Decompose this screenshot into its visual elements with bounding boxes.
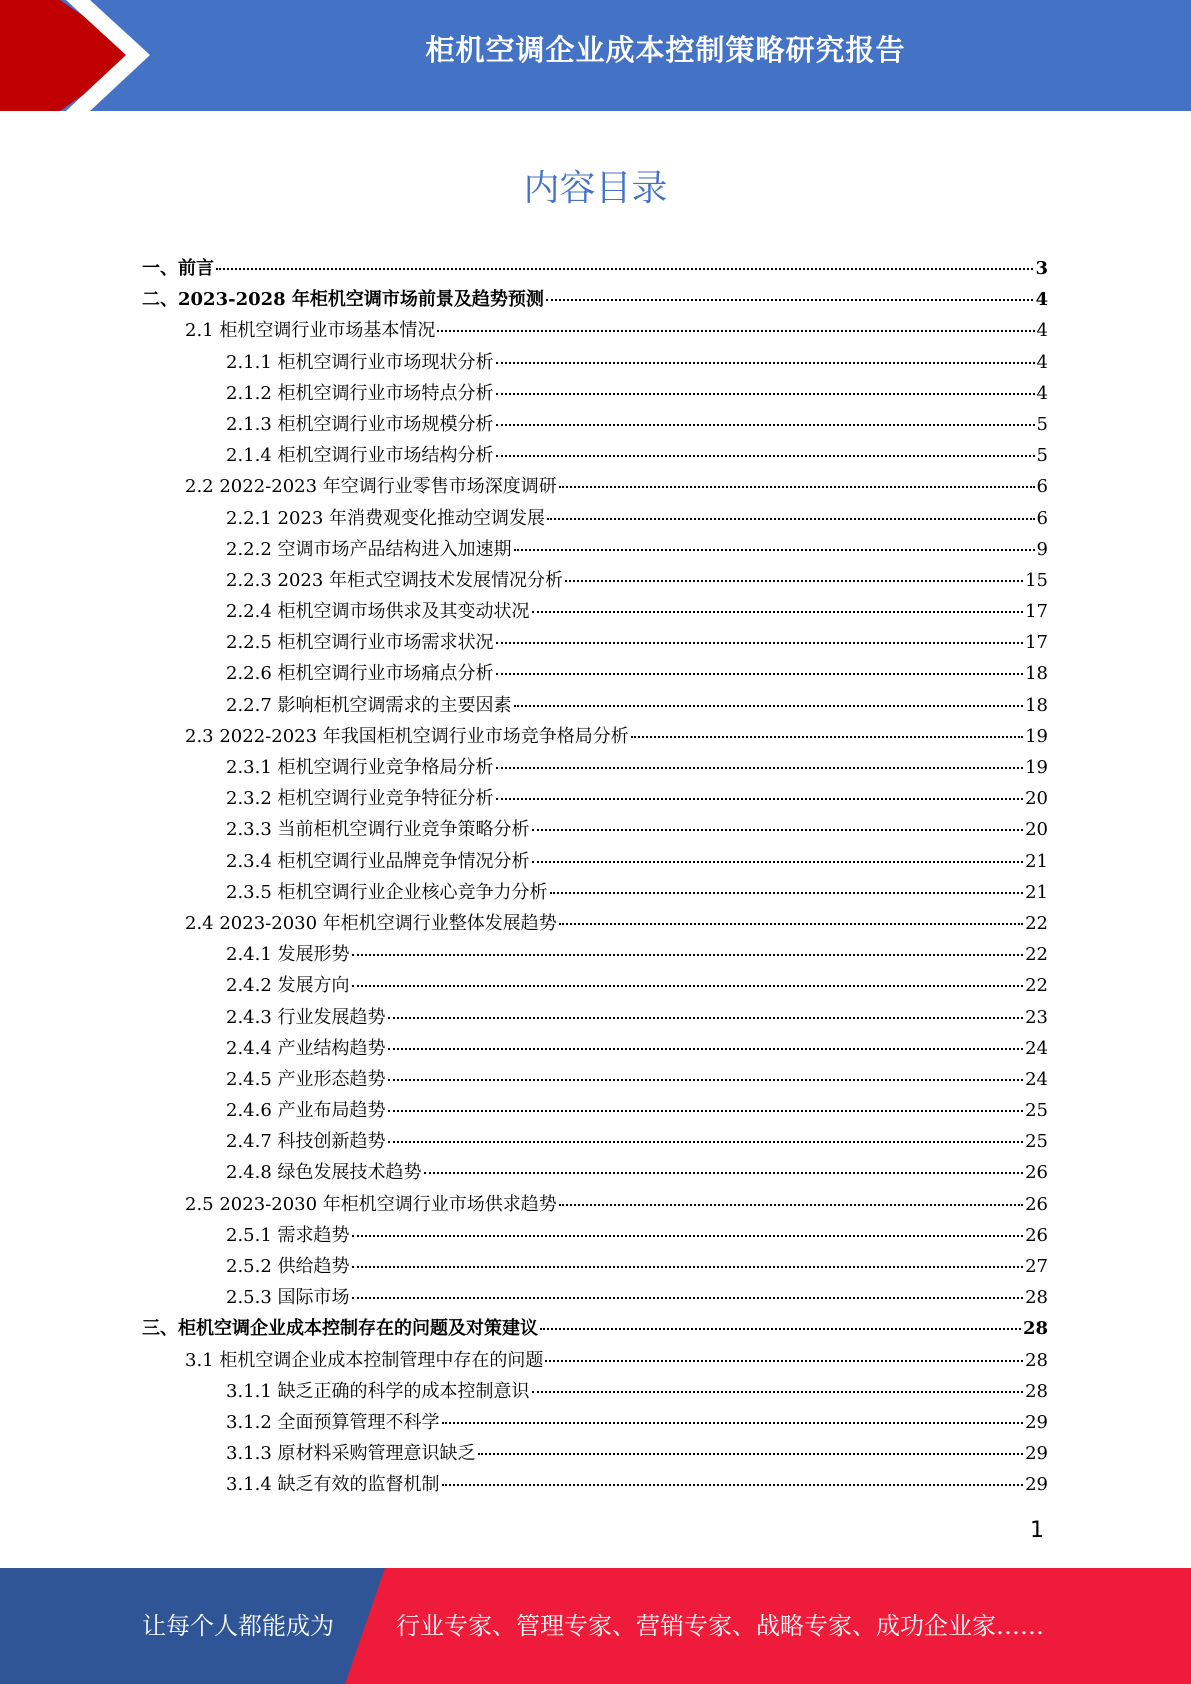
toc-dot-leader (514, 705, 1024, 707)
toc-entry[interactable] (142, 566, 1048, 597)
toc-entry-page: 28 (1025, 1380, 1048, 1402)
toc-entry-page: 20 (1025, 819, 1048, 841)
toc-entry[interactable] (142, 659, 1048, 690)
toc-entry[interactable] (142, 847, 1048, 878)
toc-dot-leader (532, 861, 1024, 863)
toc-dot-leader (437, 330, 1034, 332)
page-number: 1 (1030, 1518, 1044, 1543)
toc-dot-leader (546, 299, 1034, 301)
toc-entry-page: 22 (1025, 912, 1048, 934)
toc-entry-page: 4 (1036, 382, 1048, 404)
toc-entry[interactable] (142, 472, 1048, 503)
toc-entry-title: 2.3.1 柜机空调行业竞争格局分析 (226, 757, 494, 778)
toc-entry-page: 19 (1025, 757, 1048, 778)
toc-entry[interactable] (142, 1034, 1048, 1065)
toc-entry-title: 2.3.3 当前柜机空调行业竞争策略分析 (226, 819, 530, 841)
toc-entry-title: 二、2023-2028 年柜机空调市场前景及趋势预测 (142, 289, 544, 311)
footer-slogan-right: 行业专家、管理专家、营销专家、战略专家、成功企业家…… (396, 1612, 1044, 1640)
toc-entry[interactable] (142, 1470, 1048, 1501)
toc-dot-leader (424, 1172, 1024, 1174)
toc-dot-leader (388, 1141, 1024, 1143)
toc-entry[interactable] (142, 1127, 1048, 1158)
toc-dot-leader (388, 1079, 1024, 1081)
toc-entry[interactable] (142, 254, 1048, 285)
toc-entry-title: 2.5 2023-2030 年柜机空调行业市场供求趋势 (185, 1193, 557, 1215)
toc-entry-title: 2.1 柜机空调行业市场基本情况 (185, 320, 436, 342)
toc-entry-page: 5 (1036, 413, 1048, 435)
toc-dot-leader (496, 455, 1035, 457)
toc-entry-page: 29 (1025, 1443, 1048, 1465)
toc-heading: 内容目录 (523, 168, 668, 209)
toc-entry-title: 2.2 2022-2023 年空调行业零售市场深度调研 (185, 476, 557, 498)
toc-entry-page: 25 (1025, 1100, 1048, 1122)
toc-entry[interactable] (142, 753, 1048, 784)
toc-entry[interactable] (142, 1003, 1048, 1034)
toc-entry[interactable] (142, 348, 1048, 379)
toc-entry[interactable] (142, 878, 1048, 909)
toc-entry[interactable] (142, 1190, 1048, 1221)
toc-dot-leader (559, 1204, 1023, 1206)
toc-entry-title: 2.3.2 柜机空调行业竞争特征分析 (226, 788, 494, 810)
toc-entry[interactable] (142, 940, 1048, 971)
toc-entry[interactable] (142, 535, 1048, 566)
toc-entry-page: 6 (1036, 507, 1048, 529)
toc-entry-page: 18 (1025, 663, 1048, 685)
toc-entry-page: 24 (1025, 1037, 1048, 1059)
toc-dot-leader (559, 486, 1035, 488)
toc-entry-page: 26 (1025, 1224, 1048, 1246)
toc-entry-title: 2.1.2 柜机空调行业市场特点分析 (226, 382, 494, 404)
toc-entry[interactable] (142, 1346, 1048, 1377)
toc-dot-leader (496, 362, 1035, 364)
toc-entry-title: 2.5.3 国际市场 (226, 1287, 350, 1309)
toc-dot-leader (388, 1017, 1024, 1019)
toc-dot-leader (532, 1391, 1024, 1393)
toc-entry[interactable] (142, 722, 1048, 753)
toc-dot-leader (352, 1235, 1024, 1237)
toc-entry-title: 3.1.2 全面预算管理不科学 (226, 1411, 440, 1433)
toc-dot-leader (352, 1297, 1024, 1299)
toc-dot-leader (216, 268, 1033, 270)
toc-entry-title: 3.1.4 缺乏有效的监督机制 (226, 1474, 440, 1496)
table-of-contents (142, 254, 1048, 1502)
toc-entry-title: 2.3.5 柜机空调行业企业核心竞争力分析 (226, 881, 548, 903)
toc-entry[interactable] (142, 1252, 1048, 1283)
toc-dot-leader (496, 673, 1024, 675)
toc-entry-title: 2.5.1 需求趋势 (226, 1224, 350, 1246)
toc-dot-leader (352, 1266, 1024, 1268)
toc-entry-title: 3.1.3 原材料采购管理意识缺乏 (226, 1443, 476, 1465)
toc-entry-title: 2.2.2 空调市场产品结构进入加速期 (226, 538, 512, 560)
toc-dot-leader (559, 923, 1023, 925)
footer-banner (0, 1568, 1191, 1684)
toc-dot-leader (550, 892, 1024, 894)
toc-entry-page: 17 (1025, 632, 1048, 654)
toc-entry[interactable] (142, 316, 1048, 347)
toc-entry[interactable] (142, 1408, 1048, 1439)
toc-entry-page: 29 (1025, 1411, 1048, 1433)
toc-entry-page: 22 (1025, 975, 1048, 997)
toc-dot-leader (496, 767, 1024, 769)
toc-entry-title: 2.3 2022-2023 年我国柜机空调行业市场竞争格局分析 (185, 725, 629, 747)
toc-entry-title: 2.1.1 柜机空调行业市场现状分析 (226, 351, 494, 373)
toc-entry-title: 三、柜机空调企业成本控制存在的问题及对策建议 (142, 1318, 538, 1340)
toc-entry[interactable] (142, 815, 1048, 846)
toc-dot-leader (352, 985, 1024, 987)
toc-entry-page: 4 (1035, 289, 1048, 311)
toc-entry-page: 6 (1036, 476, 1048, 498)
toc-entry-title: 2.4.6 产业布局趋势 (226, 1100, 386, 1122)
toc-entry-title: 2.3.4 柜机空调行业品牌竞争情况分析 (226, 850, 530, 872)
toc-entry[interactable] (142, 691, 1048, 722)
toc-dot-leader (547, 518, 1034, 520)
toc-entry[interactable] (142, 1096, 1048, 1127)
toc-dot-leader (442, 1422, 1024, 1424)
toc-dot-leader (388, 1110, 1024, 1112)
toc-entry-title: 2.4.7 科技创新趋势 (226, 1131, 386, 1153)
toc-entry-title: 2.4.4 产业结构趋势 (226, 1037, 386, 1059)
toc-dot-leader (352, 954, 1024, 956)
toc-dot-leader (442, 1484, 1024, 1486)
toc-entry-page: 22 (1025, 944, 1048, 966)
toc-entry-title: 2.4.3 行业发展趋势 (226, 1006, 386, 1028)
toc-entry[interactable] (142, 441, 1048, 472)
toc-entry-title: 2.4.2 发展方向 (226, 975, 350, 997)
toc-entry-page: 21 (1025, 850, 1048, 872)
toc-entry-page: 21 (1025, 881, 1048, 903)
header-red-chevron (0, 0, 140, 111)
toc-dot-leader (496, 798, 1024, 800)
toc-entry-title: 2.4.8 绿色发展技术趋势 (226, 1162, 422, 1184)
toc-entry-title: 2.1.3 柜机空调行业市场规模分析 (226, 413, 494, 435)
toc-entry[interactable] (142, 1377, 1048, 1408)
toc-dot-leader (631, 736, 1023, 738)
toc-entry[interactable] (142, 1158, 1048, 1189)
toc-entry-page: 29 (1025, 1474, 1048, 1496)
toc-dot-leader (388, 1048, 1024, 1050)
toc-dot-leader (478, 1453, 1024, 1455)
toc-entry[interactable] (142, 597, 1048, 628)
toc-entry[interactable] (142, 379, 1048, 410)
toc-entry-title: 3.1 柜机空调企业成本控制管理中存在的问题 (185, 1349, 544, 1371)
toc-entry[interactable] (142, 410, 1048, 441)
toc-entry-title: 一、前言 (142, 258, 214, 279)
toc-dot-leader (565, 580, 1023, 582)
toc-entry[interactable] (142, 784, 1048, 815)
toc-entry-title: 2.2.1 2023 年消费观变化推动空调发展 (226, 507, 546, 529)
toc-entry-title: 2.2.7 影响柜机空调需求的主要因素 (226, 694, 512, 716)
toc-dot-leader (532, 829, 1024, 831)
toc-entry[interactable] (142, 504, 1048, 535)
toc-entry-page: 20 (1025, 788, 1048, 810)
toc-entry-title: 2.4.5 产业形态趋势 (226, 1068, 386, 1090)
toc-dot-leader (532, 611, 1024, 613)
toc-entry-page: 19 (1025, 725, 1048, 747)
toc-dot-leader (496, 642, 1024, 644)
toc-entry-page: 28 (1025, 1287, 1048, 1309)
toc-entry[interactable] (142, 1065, 1048, 1096)
toc-entry-page: 28 (1025, 1349, 1048, 1371)
toc-entry-page: 28 (1022, 1318, 1048, 1340)
toc-entry-page: 17 (1025, 601, 1048, 623)
toc-entry-page: 27 (1025, 1256, 1048, 1277)
toc-dot-leader (545, 1360, 1023, 1362)
toc-entry-page: 18 (1025, 694, 1048, 716)
toc-entry[interactable] (142, 628, 1048, 659)
toc-dot-leader (540, 1328, 1021, 1330)
toc-entry-page: 15 (1025, 569, 1048, 591)
toc-entry-title: 2.1.4 柜机空调行业市场结构分析 (226, 445, 494, 467)
toc-entry-title: 2.2.3 2023 年柜式空调技术发展情况分析 (226, 569, 564, 591)
toc-entry-page: 26 (1025, 1193, 1048, 1215)
toc-entry-page: 24 (1025, 1068, 1048, 1090)
toc-entry-title: 2.2.6 柜机空调行业市场痛点分析 (226, 663, 494, 685)
toc-entry-page: 9 (1036, 538, 1048, 560)
toc-entry-title: 2.4 2023-2030 年柜机空调行业整体发展趋势 (185, 912, 557, 934)
toc-entry-page: 25 (1025, 1131, 1048, 1153)
toc-entry-title: 2.2.5 柜机空调行业市场需求状况 (226, 632, 494, 654)
report-header (0, 0, 1191, 111)
toc-entry[interactable] (142, 909, 1048, 940)
toc-entry-page: 4 (1036, 320, 1048, 342)
footer-slogan-left: 让每个人都能成为 (142, 1612, 334, 1640)
toc-entry-title: 2.2.4 柜机空调市场供求及其变动状况 (226, 601, 530, 623)
toc-entry-title: 2.5.2 供给趋势 (226, 1256, 350, 1277)
toc-dot-leader (514, 549, 1035, 551)
toc-entry[interactable] (142, 971, 1048, 1002)
toc-entry-page: 3 (1035, 258, 1048, 279)
toc-entry-page: 26 (1025, 1162, 1048, 1184)
toc-entry-page: 4 (1036, 351, 1048, 373)
toc-entry[interactable] (142, 285, 1048, 316)
toc-entry[interactable] (142, 1221, 1048, 1252)
toc-dot-leader (496, 424, 1035, 426)
toc-entry[interactable] (142, 1283, 1048, 1314)
toc-entry-page: 23 (1025, 1006, 1048, 1028)
toc-entry-title: 3.1.1 缺乏正确的科学的成本控制意识 (226, 1380, 530, 1402)
toc-entry[interactable] (142, 1439, 1048, 1470)
toc-entry[interactable] (142, 1314, 1048, 1345)
report-title: 柜机空调企业成本控制策略研究报告 (425, 33, 906, 67)
toc-entry-page: 5 (1036, 445, 1048, 467)
toc-entry-title: 2.4.1 发展形势 (226, 944, 350, 966)
toc-dot-leader (496, 393, 1035, 395)
